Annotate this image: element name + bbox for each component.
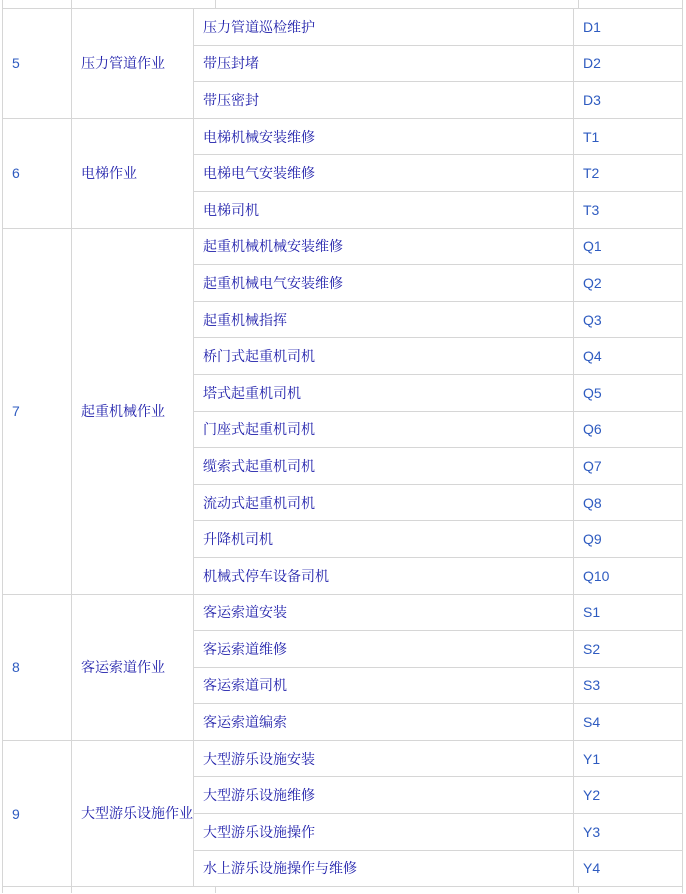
category-cell: 大型游乐设施作业 [72, 740, 194, 886]
item-name-cell: 升降机司机 [194, 521, 574, 558]
item-row [3, 594, 683, 631]
item-code-cell: D3 [574, 82, 683, 119]
grid-line [578, 0, 579, 8]
item-code-cell: T3 [574, 191, 683, 228]
item-name-cell: 门座式起重机司机 [194, 411, 574, 448]
row-number-cell: 5 [3, 9, 72, 119]
partial-row-top [2, 0, 683, 8]
grid-line [215, 0, 216, 8]
item-code-cell: Q3 [574, 301, 683, 338]
row-number-cell: 8 [3, 594, 72, 740]
item-name-cell: 客运索道维修 [194, 631, 574, 668]
grid-line [71, 0, 72, 8]
category-cell: 压力管道作业 [72, 9, 194, 119]
item-row [3, 740, 683, 777]
item-name-cell: 带压封堵 [194, 45, 574, 82]
item-name-cell: 电梯电气安装维修 [194, 155, 574, 192]
item-name-cell: 客运索道安装 [194, 594, 574, 631]
item-code-cell: T1 [574, 118, 683, 155]
item-code-cell: Y2 [574, 777, 683, 814]
item-name-cell: 大型游乐设施操作 [194, 814, 574, 851]
item-code-cell: Q2 [574, 265, 683, 302]
partial-row-bottom [2, 887, 683, 893]
category-cell: 起重机械作业 [72, 228, 194, 594]
item-name-cell: 带压密封 [194, 82, 574, 119]
item-code-cell: Q8 [574, 484, 683, 521]
item-name-cell: 流动式起重机司机 [194, 484, 574, 521]
item-name-cell: 机械式停车设备司机 [194, 557, 574, 594]
item-code-cell: Q1 [574, 228, 683, 265]
item-code-cell: S1 [574, 594, 683, 631]
item-name-cell: 缆索式起重机司机 [194, 448, 574, 485]
item-name-cell: 起重机械指挥 [194, 301, 574, 338]
item-row [3, 228, 683, 265]
item-code-cell: Q4 [574, 338, 683, 375]
category-cell: 客运索道作业 [72, 594, 194, 740]
item-name-cell: 压力管道巡检维护 [194, 9, 574, 46]
grid-line [578, 887, 579, 893]
item-name-cell: 水上游乐设施操作与维修 [194, 850, 574, 887]
item-code-cell: Q10 [574, 557, 683, 594]
item-code-cell: Q6 [574, 411, 683, 448]
item-name-cell: 电梯机械安装维修 [194, 118, 574, 155]
item-code-cell: Y3 [574, 814, 683, 851]
item-code-cell: Y1 [574, 740, 683, 777]
row-number-cell: 6 [3, 118, 72, 228]
item-code-cell: Q5 [574, 374, 683, 411]
item-name-cell: 起重机械电气安装维修 [194, 265, 574, 302]
item-name-cell: 起重机械机械安装维修 [194, 228, 574, 265]
row-number-cell: 7 [3, 228, 72, 594]
item-name-cell: 大型游乐设施维修 [194, 777, 574, 814]
item-code-cell: D1 [574, 9, 683, 46]
item-code-cell: Q9 [574, 521, 683, 558]
item-name-cell: 客运索道编索 [194, 704, 574, 741]
item-code-cell: D2 [574, 45, 683, 82]
item-row [3, 9, 683, 46]
item-row [3, 118, 683, 155]
category-cell: 电梯作业 [72, 118, 194, 228]
item-name-cell: 电梯司机 [194, 191, 574, 228]
item-code-cell: S4 [574, 704, 683, 741]
item-code-cell: Q7 [574, 448, 683, 485]
item-code-cell: Y4 [574, 850, 683, 887]
item-code-cell: S2 [574, 631, 683, 668]
item-code-cell: T2 [574, 155, 683, 192]
item-name-cell: 塔式起重机司机 [194, 374, 574, 411]
item-code-cell: S3 [574, 667, 683, 704]
row-number-cell: 9 [3, 740, 72, 886]
item-name-cell: 桥门式起重机司机 [194, 338, 574, 375]
item-name-cell: 大型游乐设施安装 [194, 740, 574, 777]
certification-table [2, 8, 683, 887]
grid-line [215, 887, 216, 893]
item-name-cell: 客运索道司机 [194, 667, 574, 704]
grid-line [71, 887, 72, 893]
